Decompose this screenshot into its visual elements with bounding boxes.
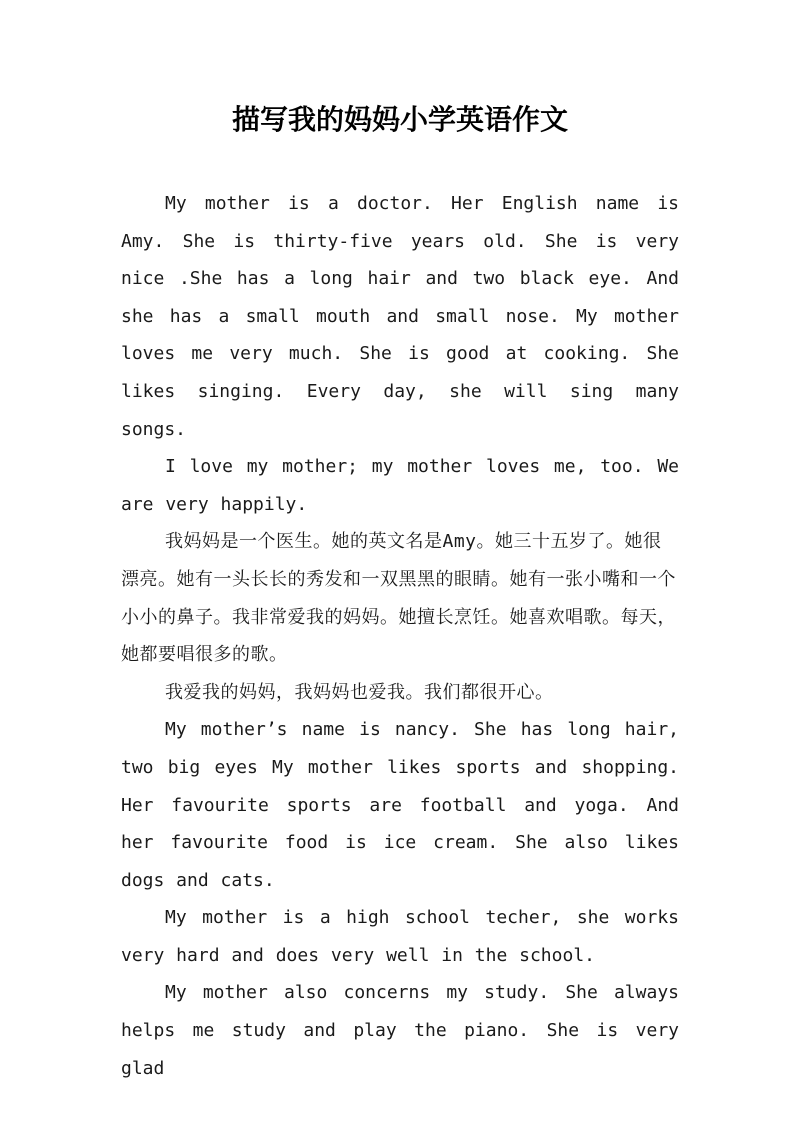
paragraph-6: My mother is a high school techer, she works very hard and does very well in the school.	[121, 907, 679, 966]
document-body	[121, 185, 679, 1087]
paragraph-1: My mother is a doctor. Her English name is Amy. She is thirty-five years old. She is very nice .She has a long hair and two black eye. And she has a small mouth and small nose. My mother loves me very much. She is good at cooking. She likes singing. Every day, she will sing many songs.	[121, 193, 679, 440]
paragraph-7: My mother also concerns my study. She always helps me study and play the piano. She is very glad	[121, 982, 679, 1079]
paragraph-5: My mother’s name is nancy. She has long hair, two big eyes My mother likes sports and shopping. Her favourite sports are football and yoga. And her favourite food is ice cream. She also likes dogs and cats.	[121, 719, 679, 891]
paragraph-2: I love my mother; my mother loves me, too. We are very happily.	[121, 456, 679, 515]
paragraph-3: 我妈妈是一个医生。她的英文名是Amy。她三十五岁了。她很漂亮。她有一头长长的秀发和一双黑黑的眼睛。她有一张小嘴和一个小小的鼻子。我非常爱我的妈妈。她擅长烹饪。她喜欢唱歌。每天，她都要唱很多的歌。	[121, 531, 676, 666]
paragraph-4: 我爱我的妈妈，我妈妈也爱我。我们都很开心。	[165, 681, 554, 703]
document-title: 描写我的妈妈小学英语作文	[231, 103, 568, 136]
